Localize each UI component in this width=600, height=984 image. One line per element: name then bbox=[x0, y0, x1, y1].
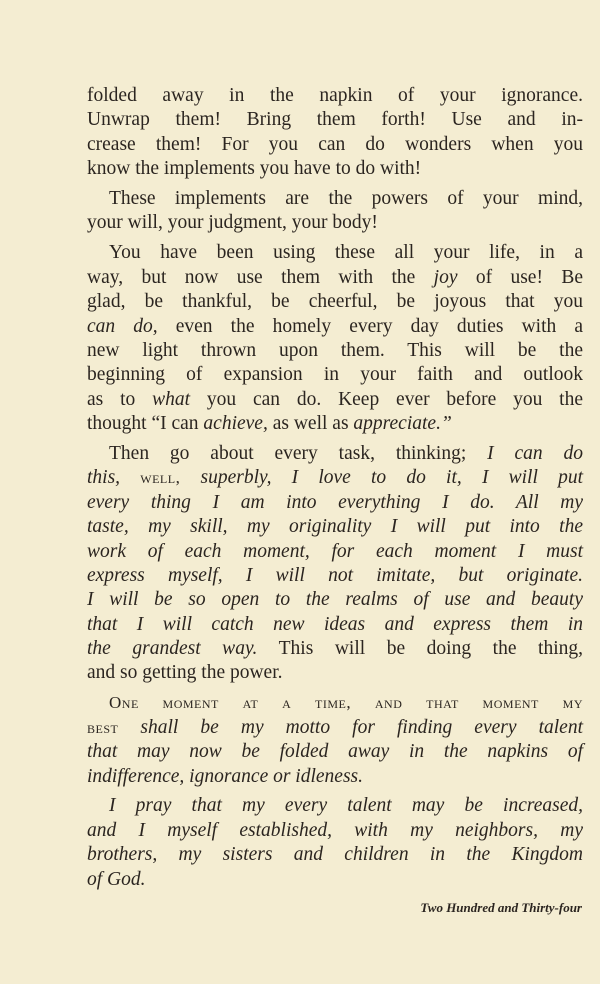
paragraph bbox=[87, 691, 583, 789]
text-segment: as well as bbox=[267, 413, 354, 435]
text-segment: This will be doing the thing, bbox=[257, 638, 583, 660]
italic-text: joy bbox=[433, 266, 458, 288]
italic-text: this, bbox=[87, 467, 141, 489]
text-segment: thought “I can bbox=[87, 413, 204, 435]
italic-text: achieve, bbox=[203, 413, 268, 435]
text-line bbox=[87, 466, 583, 490]
italic-text: what bbox=[152, 388, 191, 410]
text-line bbox=[87, 315, 583, 339]
text-segment: way, but now use them with the bbox=[87, 266, 434, 288]
paragraph bbox=[87, 442, 583, 686]
italic-text: of God. bbox=[87, 868, 146, 890]
text-segment: as to bbox=[87, 388, 153, 410]
text-segment: know the implements you have to do with! bbox=[87, 158, 422, 180]
text-line bbox=[87, 108, 583, 132]
italic-text: I can do bbox=[487, 442, 583, 464]
italic-text: taste, my skill, my originality I will put into the bbox=[87, 516, 583, 538]
text-line bbox=[87, 491, 583, 515]
text-line bbox=[87, 661, 583, 685]
text-segment: new light thrown upon them. This will be the bbox=[87, 339, 583, 361]
text-line bbox=[87, 637, 583, 661]
text-line bbox=[87, 716, 583, 740]
text-segment: Then go about every task, thinking; bbox=[109, 442, 488, 464]
text-line bbox=[87, 588, 583, 612]
text-line bbox=[87, 819, 583, 843]
text-line bbox=[87, 133, 583, 157]
paragraph bbox=[87, 241, 583, 436]
italic-text: and I myself established, with my neighbors, my bbox=[87, 819, 583, 841]
italic-text: I will be so open to the realms of use and beauty bbox=[87, 589, 583, 611]
text-segment: These implements are the powers of your mind, bbox=[109, 188, 583, 210]
text-line bbox=[87, 691, 583, 715]
italic-text: I pray that my every talent may be increased, bbox=[109, 795, 583, 817]
text-segment: and so getting the power. bbox=[87, 662, 283, 684]
text-segment: crease them! For you can do wonders when you bbox=[87, 133, 583, 155]
italic-text: superbly, I love to do it, I will put bbox=[180, 467, 583, 489]
text-line bbox=[87, 540, 583, 564]
page-body bbox=[87, 84, 583, 898]
paragraph bbox=[87, 84, 583, 182]
small-caps-text: best bbox=[87, 717, 119, 737]
text-line bbox=[87, 412, 583, 436]
italic-text: work of each moment, for each moment I must bbox=[87, 540, 583, 562]
paragraph bbox=[87, 187, 583, 236]
text-segment: Unwrap them! Bring them forth! Use and in- bbox=[87, 109, 583, 131]
text-line bbox=[87, 794, 583, 818]
italic-text: brothers, my sisters and children in the Kingdom bbox=[87, 844, 583, 866]
paragraph bbox=[87, 794, 583, 892]
text-line bbox=[87, 187, 583, 211]
text-line bbox=[87, 84, 583, 108]
text-line bbox=[87, 442, 583, 466]
italic-text: every thing I am into everything I do. All my bbox=[87, 491, 583, 513]
italic-text: express myself, I will not imitate, but originate. bbox=[87, 564, 583, 586]
text-segment: you can do. Keep ever before you the bbox=[190, 388, 583, 410]
italic-text: appreciate.” bbox=[353, 413, 452, 435]
page-number: Two Hundred and Thirty-four bbox=[420, 900, 582, 915]
text-line bbox=[87, 339, 583, 363]
text-line bbox=[87, 363, 583, 387]
text-line bbox=[87, 765, 583, 789]
text-line bbox=[87, 868, 583, 892]
italic-text: shall be my motto for finding every talent bbox=[118, 716, 583, 738]
italic-text: that may now be folded away in the napkins of bbox=[87, 741, 583, 763]
text-line bbox=[87, 157, 583, 181]
text-line bbox=[87, 211, 583, 235]
text-segment: You have been using these all your life, in a bbox=[109, 242, 583, 264]
text-line bbox=[87, 388, 583, 412]
text-segment: your will, your judgment, your body! bbox=[87, 212, 378, 234]
text-line bbox=[87, 843, 583, 867]
text-segment: beginning of expansion in your faith and outlook bbox=[87, 364, 583, 386]
text-line bbox=[87, 515, 583, 539]
text-segment: even the homely every day duties with a bbox=[157, 315, 583, 337]
italic-text: that I will catch new ideas and express them in bbox=[87, 613, 583, 635]
text-line bbox=[87, 740, 583, 764]
text-segment: of use! Be bbox=[457, 266, 583, 288]
text-segment: folded away in the napkin of your ignorance. bbox=[87, 85, 583, 106]
small-caps-text: One moment at a time, and that moment my bbox=[109, 693, 583, 713]
italic-text: the grandest way. bbox=[87, 638, 258, 660]
text-line bbox=[87, 564, 583, 588]
text-segment: glad, be thankful, be cheerful, be joyous that you bbox=[87, 291, 583, 313]
text-line bbox=[87, 266, 583, 290]
text-line bbox=[87, 290, 583, 314]
italic-text: indifference, ignorance or idleness. bbox=[87, 765, 364, 787]
small-caps-text: well, bbox=[140, 468, 181, 488]
text-line bbox=[87, 613, 583, 637]
italic-text: can do, bbox=[87, 315, 158, 337]
text-line bbox=[87, 241, 583, 265]
